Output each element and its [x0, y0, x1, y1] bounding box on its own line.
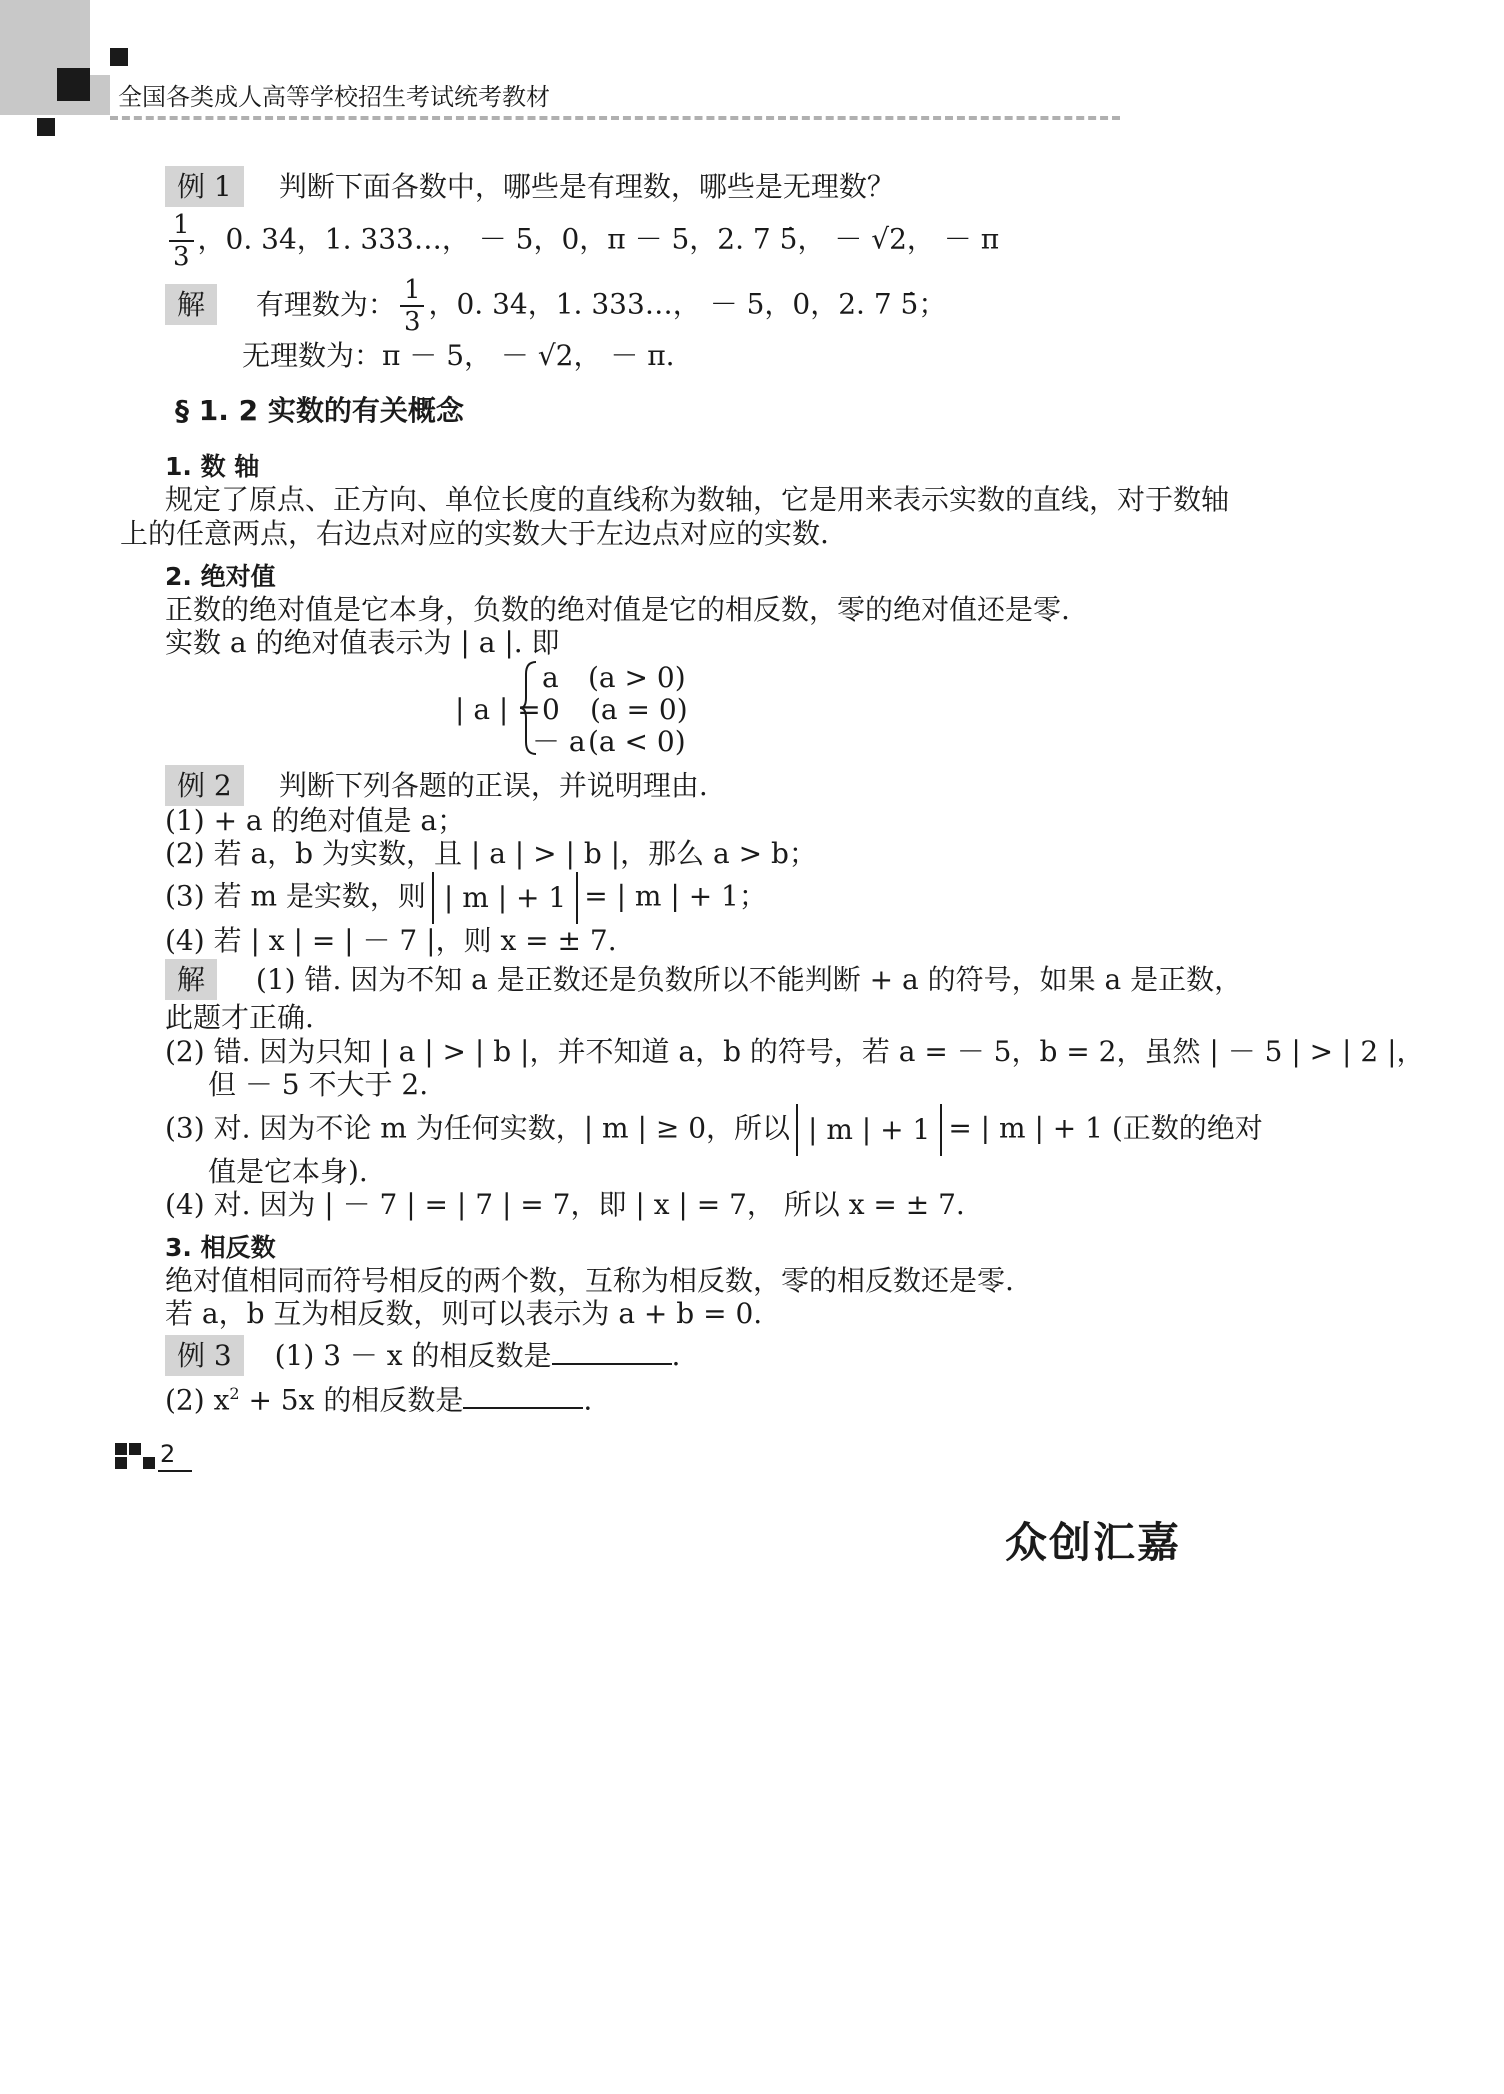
watermark: 众创汇嘉 — [1005, 1518, 1182, 1567]
example3-item2-row — [165, 1376, 592, 1418]
footer-underline — [158, 1470, 192, 1472]
example3-blank-2[interactable] — [463, 1381, 583, 1409]
solution3-line1 — [165, 1104, 1263, 1156]
absolute-value-heading: 2. 绝对值 — [165, 562, 276, 591]
absolute-value-line-1: 正数的绝对值是它本身，负数的绝对值是它的相反数，零的绝对值还是零. — [165, 593, 1070, 626]
solution1-line2: 此题才正确. — [165, 1001, 314, 1034]
sol3-prefix: (3) 对. 因为不论 m 为任何实数，| m | ≥ 0，所以 — [165, 1111, 791, 1145]
footer-square-3 — [129, 1443, 141, 1455]
example2-item-2: (2) 若 a，b 为实数，且 | a | > | b |，那么 a > b； — [165, 837, 817, 870]
case3-value: － a — [532, 725, 586, 758]
footer-square-4 — [143, 1457, 155, 1469]
opposite-heading: 3. 相反数 — [165, 1233, 276, 1262]
rational-fraction — [400, 275, 425, 337]
example3-item2-mid: + 5x 的相反数是 — [239, 1383, 464, 1417]
solution1-line1: (1) 错. 因为不知 a 是正数还是负数所以不能判断 + a 的符号，如果 a 是正数， — [255, 963, 1243, 996]
example3-item1: (1) 3 － x 的相反数是 — [274, 1339, 552, 1372]
solution2-line1: (2) 错. 因为只知 | a | > | b |，并不知道 a，b 的符号，若 a = － 5，b = 2，虽然 | － 5 | > | 2 |， — [165, 1035, 1425, 1068]
irrational-line: 无理数为：π － 5， － √2， － π. — [242, 339, 675, 372]
solution4: (4) 对. 因为 | － 7 | = | 7 | = 7，即 | x | = 7， 所以 x = ± 7. — [165, 1188, 965, 1221]
fraction-denominator: 3 — [173, 242, 190, 272]
case2-condition: (a = 0) — [590, 693, 688, 726]
number-axis-para-1: 规定了原点、正方向、单位长度的直线称为数轴，它是用来表示实数的直线，对于数轴 — [165, 483, 1230, 516]
header-black-square-1 — [57, 68, 90, 101]
section-title: § 1. 2 实数的有关概念 — [175, 394, 464, 427]
opposite-line-1: 绝对值相同而符号相反的两个数，互称为相反数，零的相反数还是零. — [165, 1264, 1014, 1297]
example2-item-3 — [165, 872, 767, 924]
example3-item2-exponent: 2 — [229, 1384, 240, 1403]
absolute-value-line-2: 实数 a 的绝对值表示为 | a |. 即 — [165, 626, 560, 659]
example2-item-1: (1) + a 的绝对值是 a； — [165, 804, 466, 837]
header-gray-block-2 — [90, 75, 110, 115]
item3-abs-expression: | m | + 1 — [432, 872, 578, 924]
header-black-square-2 — [110, 48, 128, 66]
rational-rest: ，0. 34，1. 333…， － 5，0，2. 7 5̇； — [428, 287, 947, 321]
number-axis-heading: 1. 数 轴 — [165, 452, 260, 481]
case1-condition: (a > 0) — [588, 661, 686, 694]
fraction-numerator: 1 — [169, 210, 194, 242]
sol3-suffix: = | m | + 1 (正数的绝对 — [948, 1111, 1263, 1145]
example2-item-4: (4) 若 | x | = | － 7 |，则 x = ± 7. — [165, 924, 617, 957]
rational-fraction-numerator: 1 — [400, 275, 425, 307]
item3-suffix: = | m | + 1； — [584, 879, 767, 913]
example2-label: 例 2 — [165, 765, 244, 806]
example2-solution-row — [165, 962, 1242, 998]
example1-fraction — [169, 210, 194, 272]
example2-question: 判断下列各题的正误，并说明理由. — [278, 769, 708, 802]
case3-condition: (a < 0) — [588, 725, 686, 758]
example1-label: 例 1 — [165, 166, 244, 207]
example3-item2-end: . — [583, 1383, 593, 1417]
case2-value: 0 — [542, 693, 560, 726]
example3-row — [165, 1337, 680, 1374]
header-title: 全国各类成人高等学校招生考试统考教材 — [118, 83, 550, 111]
sol3-abs-expression: | m | + 1 — [796, 1104, 942, 1156]
example3-label: 例 3 — [165, 1335, 244, 1376]
example3-item2-prefix: (2) x — [165, 1383, 230, 1417]
number-axis-para-2: 上的任意两点，右边点对应的实数大于左边点对应的实数. — [120, 517, 829, 550]
example2-row — [165, 764, 708, 804]
example1-solution-row — [165, 275, 946, 337]
item3-prefix: (3) 若 m 是实数，则 — [165, 879, 426, 913]
example3-blank-1[interactable] — [552, 1337, 672, 1365]
rational-prefix: 有理数为： — [255, 287, 396, 321]
example1-solution-label: 解 — [165, 284, 217, 325]
example1-row — [165, 165, 895, 205]
header-dotted-line — [110, 116, 1120, 120]
solution2-line2: 但 － 5 不大于 2. — [208, 1068, 429, 1101]
case1-value: a — [542, 661, 559, 694]
example1-question: 判断下面各数中，哪些是有理数，哪些是无理数？ — [278, 170, 895, 203]
example3-item1-end: . — [671, 1339, 681, 1372]
footer-square-2 — [115, 1457, 127, 1469]
formula-lhs: | a | = — [455, 693, 541, 726]
header-black-square-3 — [37, 118, 55, 136]
example2-solution-label: 解 — [165, 959, 217, 1000]
solution3-line2: 值是它本身). — [208, 1155, 368, 1188]
example1-numbers-row — [165, 210, 999, 272]
page-number: 2 — [160, 1440, 176, 1468]
rational-fraction-denominator: 3 — [403, 307, 421, 337]
footer-square-1 — [115, 1443, 127, 1455]
example1-numbers: ，0. 34，1. 333…， － 5，0，π － 5，2. 7 5̇， － √2， － π — [197, 222, 1000, 256]
opposite-line-2: 若 a，b 互为相反数，则可以表示为 a + b = 0. — [165, 1297, 763, 1330]
